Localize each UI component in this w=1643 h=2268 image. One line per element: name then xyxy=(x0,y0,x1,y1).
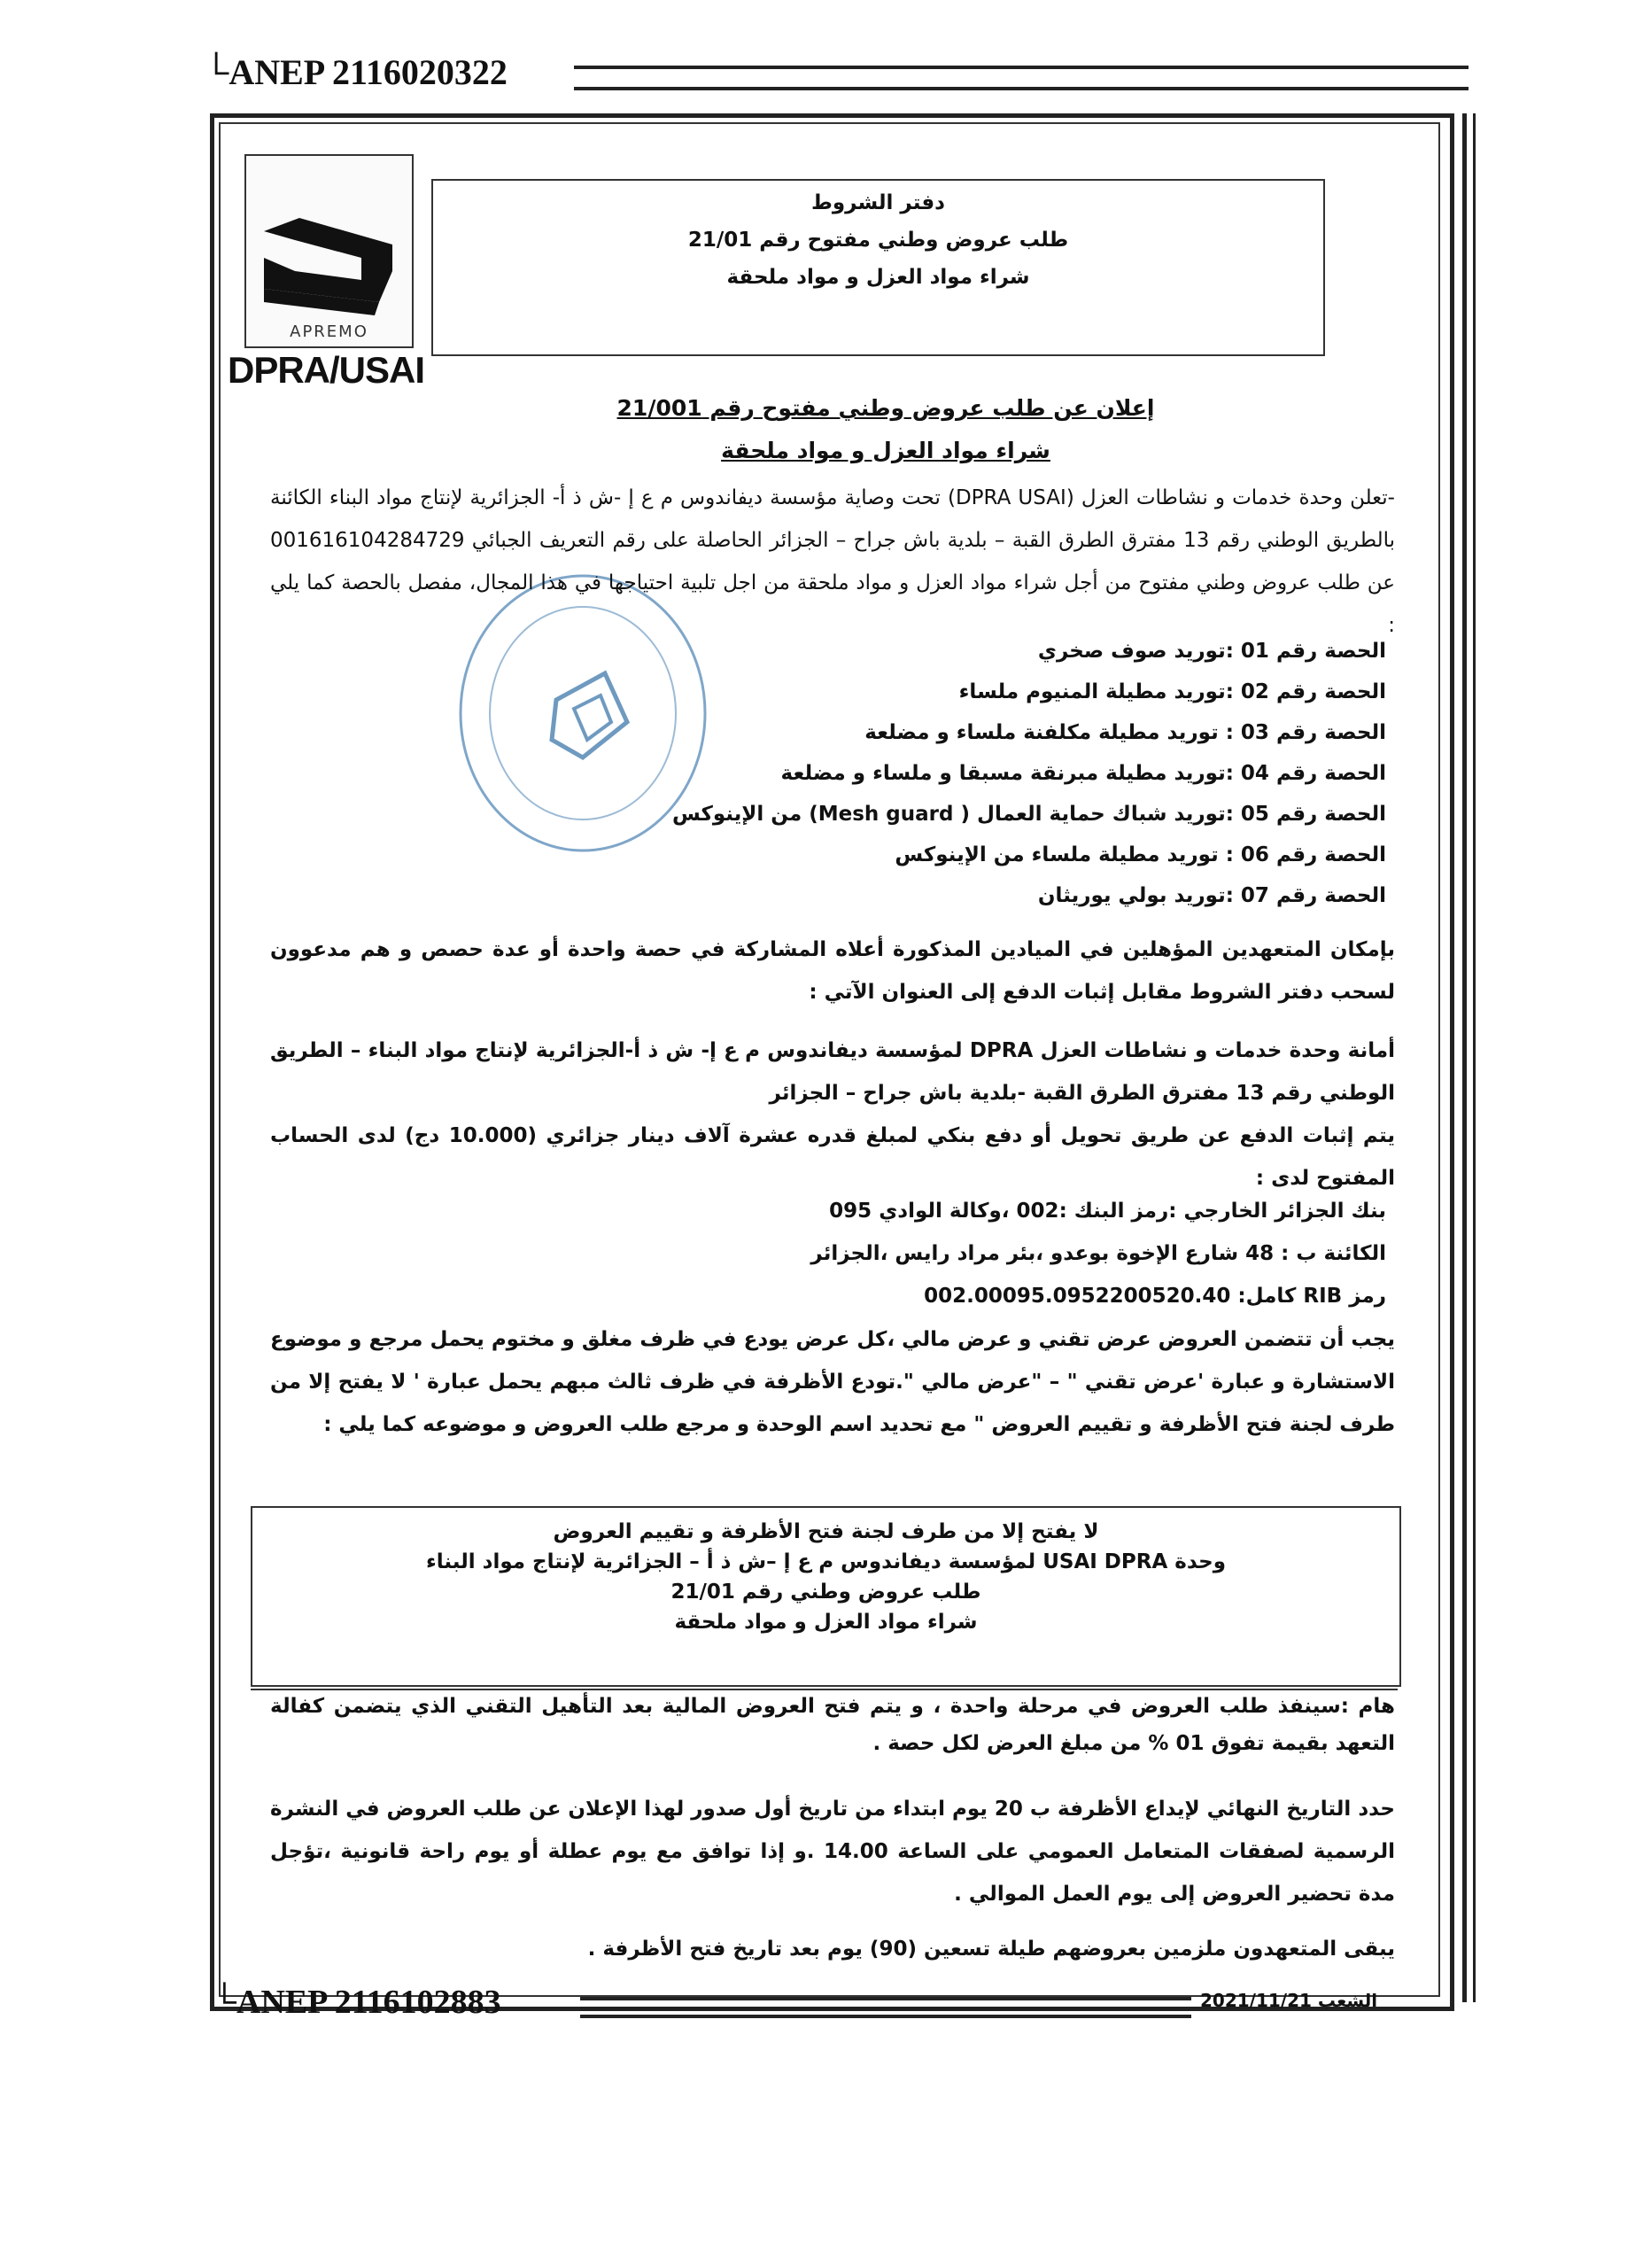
top-anep-number: ANEP 2116020322 xyxy=(229,52,508,92)
lot-item-1: الحصة رقم 01 :توريد صوف صخري xyxy=(1037,640,1386,663)
header-line-3: شراء مواد العزل و مواد ملحقة xyxy=(726,266,1030,289)
deadline-paragraph: حدد التاريخ النهائي لإيداع الأظرفة ب 20 يوم ابتداء من تاريخ أول صدور لهذا الإعلان عن طلب العروض في النشرة الرسمية لصفقات المتعامل العمومي على الساعة 14.00 .و إذا توافق مع يوم عطلة أو يوم راحة قانونية ،تؤجل مدة تحضير العروض إلى يوم العمل الموالي . xyxy=(270,1798,1395,1906)
right-rail xyxy=(1462,113,1467,2002)
lot-item-7: الحصة رقم 07 :توريد بولي يوريثان xyxy=(1037,884,1386,907)
header-line-2: طلب عروض وطني مفتوح رقم 21/01 xyxy=(687,229,1069,252)
company-logo xyxy=(244,154,414,348)
important-note: هام :سينفذ طلب العروض في مرحلة واحدة ، و يتم فتح العروض المالية بعد التأهيل التقني الذي يتضمن كفالة التعهد بقيمة تفوق 01 % من مبلغ العرض لكل حصة . xyxy=(270,1695,1395,1755)
header-box xyxy=(431,179,1325,356)
offers-paragraph: يجب أن تتضمن العروض عرض تقني و عرض مالي ،كل عرض يودع في ظرف مغلق و مختوم يحمل مرجع و موضوع الاستشارة و عبارة 'عرض تقني " – "عرض مالي ".تودع الأظرفة في ظرف ثالث مبهم يحمل عبارة ' لا يفتح إلا من طرف لجنة فتح الأظرفة و تقييم العروض " مع تحديد اسم الوحدة و مرجع طلب العروض و موضوعه كما يلي : xyxy=(270,1328,1395,1436)
bank-rib: رمز RIB كامل: 002.00095.0952200520.40 xyxy=(924,1285,1386,1308)
lot-item-6: الحصة رقم 06 : توريد مطيلة ملساء من الإينوكس xyxy=(895,843,1386,866)
lot-item-4: الحصة رقم 04 :توريد مطيلة مبرنقة مسبقا و ملساء و مضلعة xyxy=(780,762,1386,785)
bank-line-2: الكائنة ب : 48 شارع الإخوة بوعدو ،بئر مراد رايس ،الجزائر xyxy=(810,1242,1386,1265)
top-anep-reference xyxy=(204,51,508,93)
publication-date: الشعب 2021/11/21 xyxy=(1200,1990,1378,2011)
corner-mark-icon: └ xyxy=(213,1984,236,2021)
lot-item-3: الحصة رقم 03 : توريد مطيلة مكلفنة ملساء و مضلعة xyxy=(864,721,1386,744)
bottom-anep-reference xyxy=(213,1983,501,2022)
logo-caption: APREMO xyxy=(290,322,368,341)
lot-item-5: الحصة رقم 05 :توريد شباك حماية العمال ( Mesh guard) من الإينوكس xyxy=(671,803,1386,826)
logo-emblem-icon xyxy=(246,156,412,346)
bottom-double-rule xyxy=(580,1997,1191,2018)
address-paragraph: أمانة وحدة خدمات و نشاطات العزل DPRA لمؤسسة ديفاندوس م ع إ- ش ذ أ-الجزائرية لإنتاج مواد البناء – الطريق الوطني رقم 13 مفترق الطرق القبة -بلدية باش جراح – الجزائر xyxy=(270,1039,1395,1105)
envelope-line-2: وحدة USAI DPRA لمؤسسة ديفاندوس م ع إ –ش ذ أ – الجزائرية لإنتاج مواد البناء xyxy=(425,1550,1227,1573)
envelope-line-4: شراء مواد العزل و مواد ملحقة xyxy=(674,1611,978,1634)
envelope-line-1: لا يفتح إلا من طرف لجنة فتح الأظرفة و تقييم العروض xyxy=(553,1520,1099,1543)
right-rail-thin xyxy=(1473,113,1476,2002)
announcement-subtitle: شراء مواد العزل و مواد ملحقة xyxy=(721,438,1050,463)
bank-line-1: بنك الجزائر الخارجي :رمز البنك :002 ،وكالة الوادي 095 xyxy=(829,1200,1386,1223)
validity-paragraph: يبقى المتعهدون ملزمين بعروضهم طيلة تسعين (90) يوم بعد تاريخ فتح الأظرفة . xyxy=(587,1938,1395,1961)
top-double-rule xyxy=(574,66,1469,90)
payment-paragraph: يتم إثبات الدفع عن طريق تحويل أو دفع بنكي لمبلغ قدره عشرة آلاف دينار جزائري (10.000 دج) لدى الحساب المفتوح لدى : xyxy=(270,1124,1395,1190)
intro-paragraph: -تعلن وحدة خدمات و نشاطات العزل (DPRA USAI) تحت وصاية مؤسسة ديفاندوس م ع إ -ش ذ أ- الجزائرية لإنتاج مواد البناء الكائنة بالطريق الوطني رقم 13 مفترق الطرق القبة – بلدية باش جراح – الجزائر الحاصلة على رقم التعريف الجبائي 001616104284729 عن طلب عروض وطني مفتوح من أجل شراء مواد العزل و مواد ملحقة من اجل تلبية احتياجها في هذا المجال، مفصل بالحصة كما يلي : xyxy=(270,486,1395,637)
lot-item-2: الحصة رقم 02 :توريد مطيلة المنيوم ملساء xyxy=(958,680,1386,703)
organization-name: DPRA/USAI xyxy=(228,349,425,391)
eligibility-paragraph: بإمكان المتعهدين المؤهلين في الميادين المذكورة أعلاه المشاركة في حصة واحدة أو عدة حصص و هم مدعوون لسحب دفتر الشروط مقابل إثبات الدفع إلى العنوان الآتي : xyxy=(270,938,1395,1004)
envelope-line-3: طلب عروض وطني رقم 21/01 xyxy=(670,1581,981,1604)
announcement-title: إعلان عن طلب عروض وطني مفتوح رقم 21/001 xyxy=(616,395,1155,421)
envelope-label-box xyxy=(251,1506,1401,1687)
corner-mark-icon: └ xyxy=(204,52,229,92)
bottom-anep-number: ANEP 2116102883 xyxy=(236,1984,501,2021)
header-line-1: دفتر الشروط xyxy=(811,191,945,214)
